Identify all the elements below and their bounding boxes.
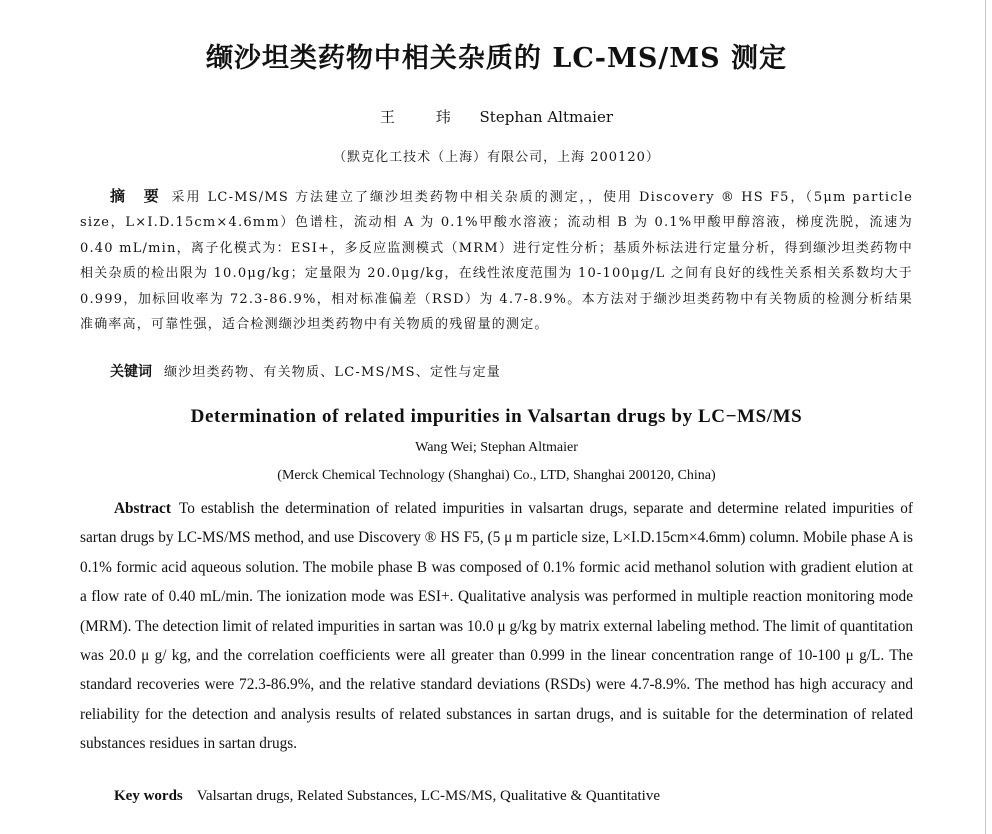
english-abstract-text: To establish the determination of related impurities in valsartan drugs, separate and determine related impurities of sartan drugs by LC-MS/MS method, and use Discovery ® HS F5, (5 μ m particle size, L×I.D.15cm×4.6mm) column. Mobile phase A is 0.1% formic acid aqueous solution. The mobile phase B was composed of 0.1% formic acid methanol solution with gradient elution at a flow rate of 0.40 mL/min. The ionization mode was ESI+. Qualitative analysis was performed in multiple reaction monitoring mode (MRM). The detection limit of related impurities in sartan was 10.0 μ g/kg by matrix external labeling method. The limit of quantitation was 20.0 μ g/ kg, and the correlation coefficients were all greater than 0.999 in the linear concentration range of 10-100 μ g/L. The standard recoveries were 72.3-86.9%, and the relative standard deviations (RSDs) were 4.7-8.9%. The method has high accuracy and reliability for the detection and analysis results of related substances in sartan drugs, and is suitable for the determination of related substances residues in sartan drugs. bbox=[80, 500, 913, 753]
chinese-affiliation: （默克化工技术（上海）有限公司，上海 200120） bbox=[333, 150, 660, 165]
author-chinese-name: 王 玮 bbox=[379, 108, 469, 126]
chinese-abstract-text: 采用 LC-MS/MS 方法建立了缬沙坦类药物中相关杂质的测定，，使用 Discovery ® HS F5，（5μm particle size，L×I.D.15cm×4.6mm）色谱柱，流动相 A 为 0.1%甲酸水溶液；流动相 B 为 0.1%甲酸甲醇溶液，梯度洗脱，流速为 0.40 mL/min，离子化模式为：ESI+，多反应监测模式（MRM）进行定性分析；基质外标法进行定量分析，得到缬沙坦类药物中相关杂质的检出限为 10.0μg/kg；定量限为 20.0μg/kg，在线性浓度范围为 10-100μg/L 之间有良好的线性关系相关系数均大于 0.999，加标回收率为 72.3-86.9%，相对标准偏差（RSD）为 4.7-8.9%。本方法对于缬沙坦类药物中有关物质的检测分析结果准确率高，可靠性强，适合检测缬沙坦类药物中有关物质的残留量的测定。 bbox=[80, 190, 913, 333]
english-authors: Wang Wei; Stephan Altmaier bbox=[415, 440, 578, 455]
english-keywords-label: Key words bbox=[114, 788, 183, 804]
chinese-title: 缬沙坦类药物中相关杂质的 LC-MS/MS 测定 bbox=[205, 43, 788, 74]
chinese-abstract-label: 摘 要 bbox=[110, 187, 166, 205]
english-keywords-text: Valsartan drugs, Related Substances, LC-MS/MS, Qualitative & Quantitative bbox=[196, 788, 661, 804]
english-affiliation: (Merck Chemical Technology (Shanghai) Co., LTD, Shanghai 200120, China) bbox=[277, 468, 716, 483]
english-title: Determination of related impurities in Valsartan drugs by LC−MS/MS bbox=[190, 406, 803, 427]
page-edge-line bbox=[985, 0, 986, 834]
english-keywords bbox=[114, 788, 913, 805]
author-english-name: Stephan Altmaier bbox=[479, 108, 614, 126]
chinese-abstract bbox=[80, 184, 913, 337]
chinese-keywords-label: 关键词 bbox=[110, 364, 152, 380]
chinese-keywords-text: 缬沙坦类药物、有关物质、LC-MS/MS、定性与定量 bbox=[164, 365, 501, 380]
english-abstract bbox=[80, 494, 913, 759]
chinese-authors bbox=[80, 106, 913, 127]
chinese-keywords bbox=[110, 361, 913, 381]
english-abstract-label: Abstract bbox=[114, 500, 171, 517]
